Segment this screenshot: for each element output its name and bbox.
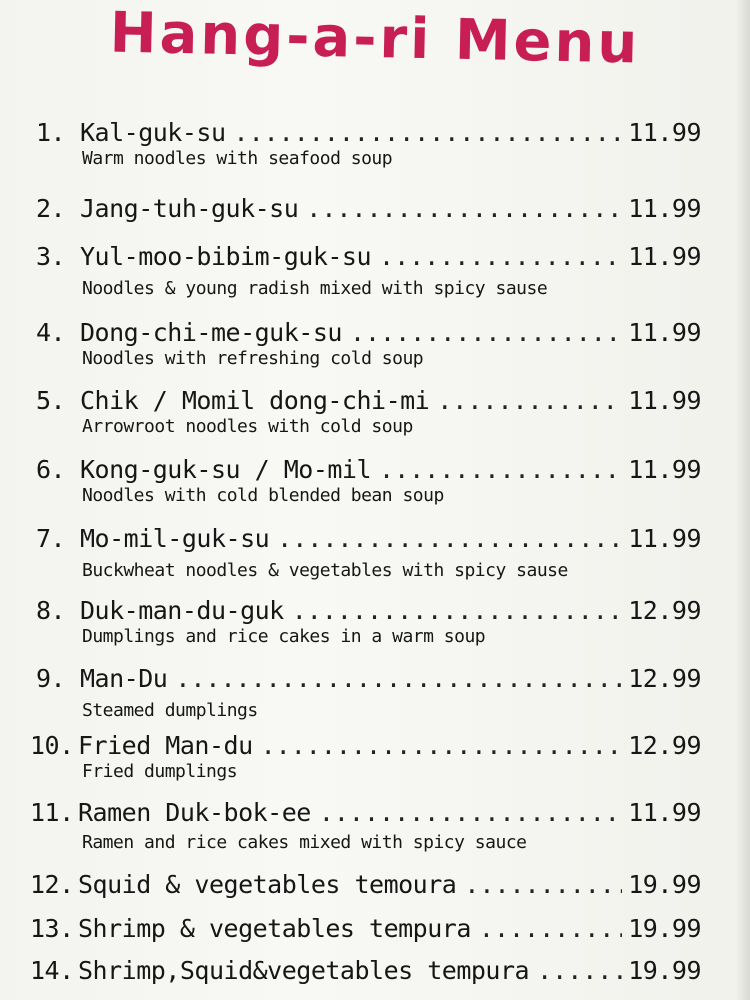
menu-item [36,455,701,507]
menu-item [36,118,701,170]
page-edge-shadow [736,0,750,1000]
menu-item [36,318,701,370]
menu-item [30,870,701,900]
item-number: 6. [36,455,66,484]
item-description: Buckwheat noodles & vegetables with spicy sause [82,560,568,581]
leader-dots [464,870,622,900]
item-price: 11.99 [628,318,701,347]
item-name: Fried Man-du [78,731,253,760]
menu-item [36,194,701,224]
item-price: 19.99 [628,956,701,985]
item-price: 11.99 [628,524,701,553]
item-description: Steamed dumplings [82,700,258,721]
item-number: 2. [36,194,66,223]
item-number: 13. [30,914,74,943]
item-number: 7. [36,524,66,553]
item-name: Kong-guk-su / Mo-mil [80,455,372,484]
item-name: Yul-moo-bibim-guk-su [80,242,372,271]
item-price: 12.99 [628,664,701,693]
leader-dots [175,664,622,694]
item-description: Ramen and rice cakes mixed with spicy sauce [82,832,527,853]
menu-item [30,914,701,944]
item-description: Noodles with cold blended bean soup [82,485,444,506]
item-description: Noodles with refreshing cold soup [82,348,424,369]
item-number: 4. [36,318,66,347]
menu-item [30,956,701,986]
item-description: Warm noodles with seafood soup [82,148,393,169]
item-price: 19.99 [628,870,701,899]
leader-dots [234,118,623,148]
menu-item [36,242,701,300]
leader-dots [350,318,622,348]
item-name: Shrimp & vegetables tempura [78,914,471,943]
item-description: Arrowroot noodles with cold soup [82,416,413,437]
leader-dots [292,596,623,626]
leader-dots [379,455,622,485]
leader-dots [479,914,622,944]
item-name: Dong-chi-me-guk-su [80,318,342,347]
item-name: Ramen Duk-bok-ee [78,798,311,827]
item-number: 14. [30,956,74,985]
item-name: Duk-man-du-guk [80,596,284,625]
leader-dots [379,242,622,272]
menu-item [36,664,701,722]
item-name: Kal-guk-su [80,118,226,147]
item-name: Shrimp,Squid&vegetables tempura [78,956,530,985]
leader-dots [261,731,623,761]
item-number: 8. [36,596,66,625]
leader-dots [306,194,622,224]
item-description: Fried dumplings [82,761,238,782]
menu-item [36,386,701,438]
item-price: 11.99 [628,118,701,147]
item-description: Dumplings and rice cakes in a warm soup [82,626,486,647]
item-number: 12. [30,870,74,899]
item-number: 5. [36,386,66,415]
item-price: 11.99 [628,242,701,271]
item-number: 11. [30,798,74,827]
leader-dots [277,524,622,554]
leader-dots [537,956,622,986]
item-description: Noodles & young radish mixed with spicy sause [82,278,548,299]
item-price: 11.99 [628,798,701,827]
leader-dots [319,798,622,828]
item-number: 9. [36,664,66,693]
item-price: 11.99 [628,455,701,484]
menu-item [36,524,701,582]
leader-dots [437,386,622,416]
menu-item [30,798,701,854]
menu-item [30,731,701,783]
item-price: 19.99 [628,914,701,943]
item-number: 3. [36,242,66,271]
menu-item [36,596,701,648]
item-number: 1. [36,118,66,147]
item-price: 11.99 [628,386,701,415]
menu-title: Hang-a-ri Menu [109,0,641,77]
item-price: 12.99 [628,596,701,625]
item-name: Chik / Momil dong-chi-mi [80,386,430,415]
item-name: Jang-tuh-guk-su [80,194,299,223]
item-name: Man-Du [80,664,168,693]
item-price: 11.99 [628,194,701,223]
item-name: Mo-mil-guk-su [80,524,270,553]
item-number: 10. [30,731,74,760]
item-name: Squid & vegetables temoura [78,870,457,899]
item-price: 12.99 [628,731,701,760]
